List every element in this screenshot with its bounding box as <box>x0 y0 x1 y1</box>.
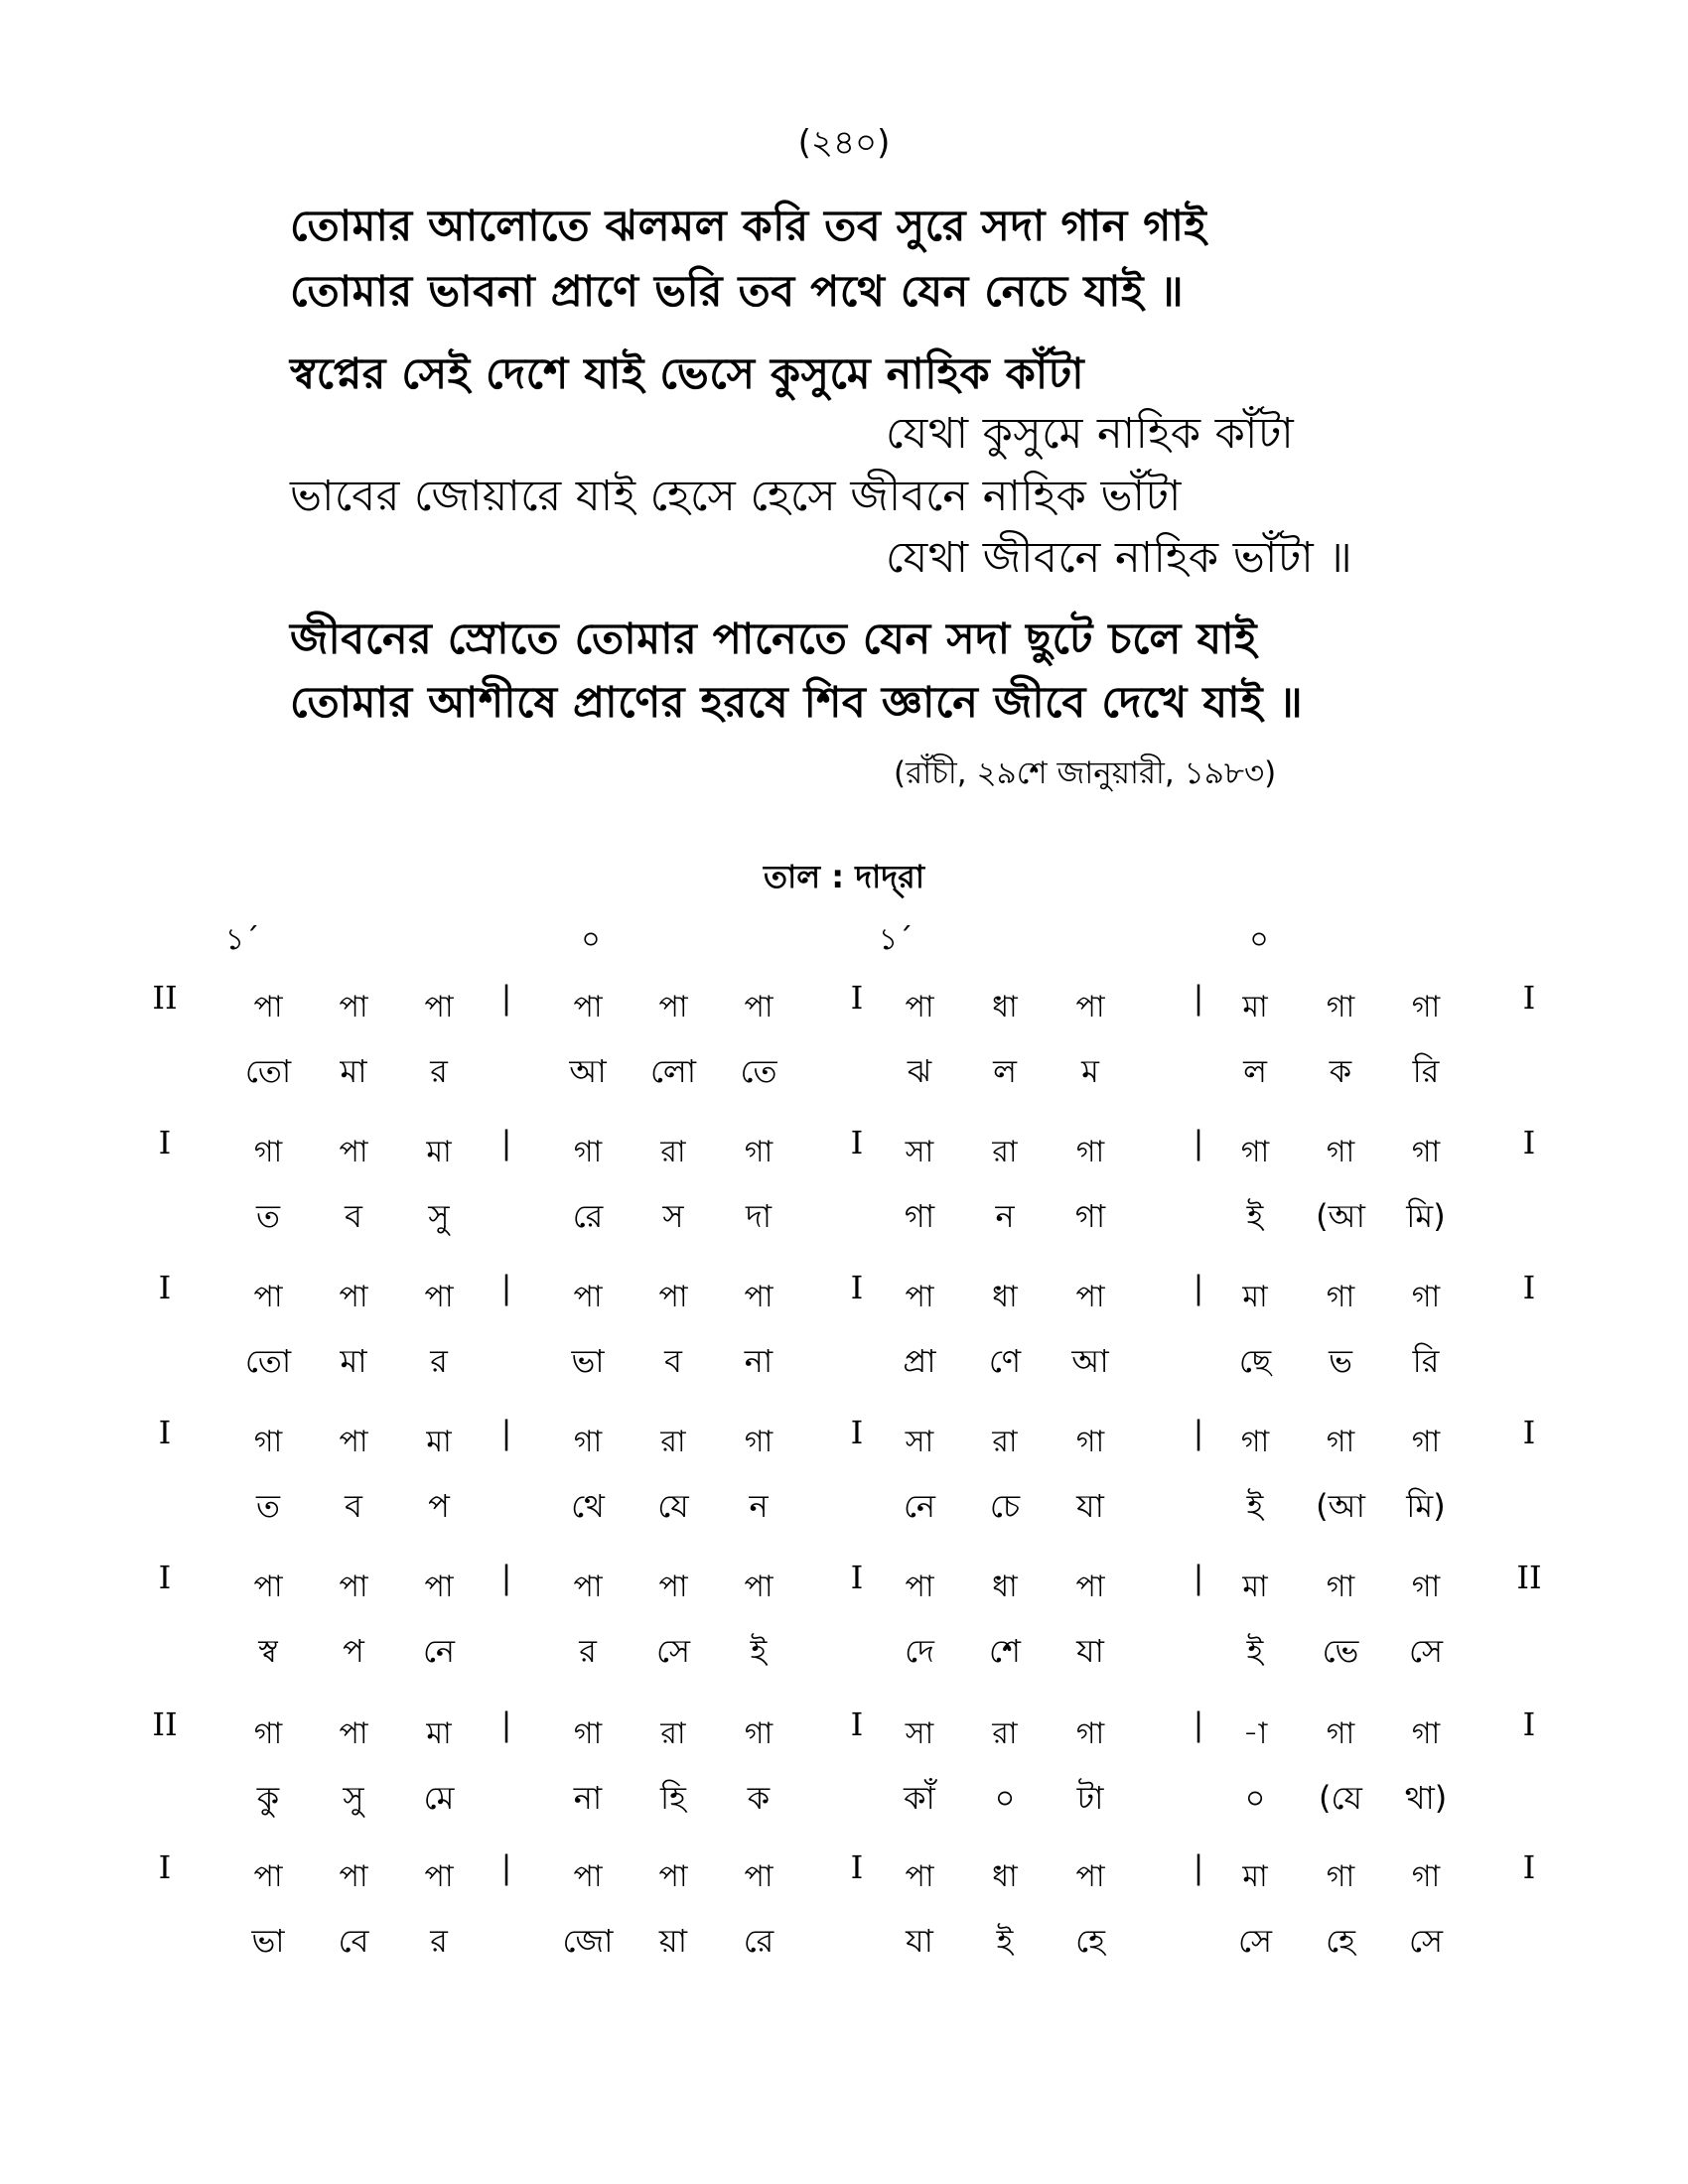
lyric-line: জীবনের স্রোতে তোমার পানেতে যেন সদা ছুটে চলে যাই <box>290 614 1257 664</box>
lyric-syllable: তো <box>244 1052 292 1090</box>
lyric-syllable: র <box>430 1922 448 1960</box>
lyric-syllable: ই <box>1246 1197 1264 1235</box>
swara-note: পা <box>339 990 368 1024</box>
lyric-syllable: শে <box>989 1632 1021 1670</box>
lyric-syllable: যা <box>1076 1632 1104 1670</box>
lyric-syllable: থে <box>571 1487 605 1525</box>
bar-line: | <box>1193 1269 1204 1306</box>
lyric-syllable: প <box>428 1487 450 1525</box>
swara-note: পা <box>424 990 454 1024</box>
swara-note: পা <box>658 1570 688 1604</box>
bar-line: | <box>500 1848 512 1886</box>
swara-note: গা <box>1411 1280 1441 1314</box>
lyric-syllable: স <box>662 1197 684 1235</box>
lyric-syllable: ই <box>750 1632 768 1670</box>
bar-line: II <box>1516 1559 1542 1596</box>
lyric-line: তোমার ভাবনা প্রাণে ভরি তব পথে যেন নেচে যাই ॥ <box>290 267 1185 317</box>
beat-marker: ১´ <box>224 922 260 957</box>
lyric-line: তোমার আশীষে প্রাণের হরষে শিব জ্ঞানে জীবে দেখে যাই ॥ <box>290 678 1304 728</box>
bar-line: I <box>158 1559 172 1596</box>
swara-note: পা <box>573 1570 603 1604</box>
swara-note: মা <box>426 1135 452 1169</box>
lyric-syllable: জো <box>562 1922 614 1960</box>
swara-note: মা <box>426 1716 452 1751</box>
lyric-syllable: ভা <box>571 1342 605 1380</box>
swara-note: গা <box>1326 1859 1355 1894</box>
swara-note: গা <box>1075 1135 1105 1169</box>
lyric-line: স্বপ্নের সেই দেশে যাই ভেসে কুসুমে নাহিক কাঁটা <box>290 349 1085 399</box>
swara-note: রা <box>660 1425 686 1459</box>
swara-note: -া <box>1242 1716 1268 1751</box>
bar-line: I <box>1522 1124 1536 1161</box>
lyric-syllable: র <box>430 1052 448 1090</box>
lyric-syllable: না <box>744 1342 774 1380</box>
swara-note: পা <box>905 1859 934 1894</box>
swara-note: গা <box>573 1135 603 1169</box>
lyric-syllable: গা <box>904 1197 935 1235</box>
swara-note: রা <box>660 1135 686 1169</box>
beat-marker: ১´ <box>878 922 914 957</box>
swara-note: গা <box>573 1425 603 1459</box>
lyric-syllable: নে <box>422 1632 456 1670</box>
swara-note: গা <box>1411 1859 1441 1894</box>
lyric-syllable: ই <box>1246 1487 1264 1525</box>
lyric-syllable: তো <box>244 1342 292 1380</box>
swara-note: সা <box>905 1135 934 1169</box>
bar-line: I <box>1522 1414 1536 1451</box>
swara-note: পা <box>744 1859 774 1894</box>
lyric-syllable: ০ <box>1244 1779 1266 1817</box>
lyric-syllable: প <box>343 1632 364 1670</box>
swara-note: গা <box>253 1716 283 1751</box>
swara-note: মা <box>1242 1570 1268 1604</box>
lyric-syllable: ক <box>1329 1052 1352 1090</box>
lyric-syllable: মা <box>340 1342 367 1380</box>
page-number: (২৪০) <box>797 123 891 163</box>
bar-line: II <box>152 1706 178 1743</box>
lyric-syllable: ভা <box>251 1922 285 1960</box>
swara-note: মা <box>426 1425 452 1459</box>
lyric-syllable: রে <box>743 1922 774 1960</box>
lyric-syllable: (আ <box>1316 1197 1365 1235</box>
swara-note: পা <box>744 990 774 1024</box>
lyric-syllable: ল <box>1243 1052 1267 1090</box>
lyric-syllable: হি <box>660 1779 686 1817</box>
swara-note: পা <box>658 990 688 1024</box>
bar-line: | <box>500 1269 512 1306</box>
swara-note: পা <box>339 1425 368 1459</box>
lyric-syllable: হে <box>1075 1922 1105 1960</box>
lyric-syllable: মা <box>340 1052 367 1090</box>
lyric-syllable: প্রা <box>903 1342 936 1380</box>
bar-line: | <box>500 979 512 1017</box>
lyric-syllable: ক <box>747 1779 771 1817</box>
lyric-syllable: ভ <box>1329 1342 1352 1380</box>
lyric-syllable: স্ব <box>258 1632 278 1670</box>
swara-note: ধা <box>992 1859 1018 1894</box>
bar-line: I <box>158 1124 172 1161</box>
swara-note: পা <box>1075 990 1105 1024</box>
beat-marker: ০ <box>581 922 601 957</box>
swara-note: গা <box>1411 1570 1441 1604</box>
swara-note: পা <box>744 1280 774 1314</box>
beat-marker: ০ <box>1249 922 1269 957</box>
swara-note: পা <box>253 1280 283 1314</box>
lyric-syllable: মি) <box>1406 1197 1446 1235</box>
lyric-syllable: ০ <box>994 1779 1016 1817</box>
swara-note: পা <box>424 1859 454 1894</box>
swara-note: গা <box>1326 1425 1355 1459</box>
swara-note: পা <box>424 1280 454 1314</box>
bar-line: | <box>500 1559 512 1596</box>
bar-line: | <box>1193 1559 1204 1596</box>
lyric-syllable: সু <box>428 1197 450 1235</box>
lyric-syllable: সে <box>1408 1922 1444 1960</box>
lyric-syllable: দা <box>745 1197 773 1235</box>
bar-line: | <box>1193 979 1204 1017</box>
lyric-syllable: ত <box>255 1197 280 1235</box>
swara-note: পা <box>339 1859 368 1894</box>
bar-line: | <box>1193 1706 1204 1743</box>
swara-note: গা <box>1411 1135 1441 1169</box>
lyric-syllable: ত <box>255 1487 280 1525</box>
swara-note: পা <box>658 1859 688 1894</box>
swara-note: ধা <box>992 1280 1018 1314</box>
swara-note: পা <box>339 1716 368 1751</box>
swara-note: পা <box>1075 1859 1105 1894</box>
swara-note: পা <box>905 1570 934 1604</box>
lyric-syllable: সে <box>1408 1632 1444 1670</box>
lyric-syllable: ছে <box>1238 1342 1272 1380</box>
lyric-syllable: যে <box>657 1487 689 1525</box>
bar-line: | <box>1193 1124 1204 1161</box>
lyric-syllable: বে <box>338 1922 369 1960</box>
bar-line: I <box>850 1706 864 1743</box>
swara-note: মা <box>1242 1859 1268 1894</box>
swara-note: পা <box>905 990 934 1024</box>
lyric-syllable: আ <box>1071 1342 1109 1380</box>
swara-note: পা <box>744 1570 774 1604</box>
swara-note: পা <box>253 1859 283 1894</box>
swara-note: পা <box>253 1570 283 1604</box>
bar-line: I <box>850 979 864 1017</box>
swara-note: পা <box>339 1570 368 1604</box>
lyric-syllable: য়া <box>658 1922 688 1960</box>
swara-note: মা <box>1242 1280 1268 1314</box>
bar-line: II <box>152 979 178 1017</box>
swara-note: গা <box>1240 1425 1270 1459</box>
swara-note: গা <box>1411 1425 1441 1459</box>
lyric-syllable: র <box>430 1342 448 1380</box>
swara-note: গা <box>744 1716 774 1751</box>
lyric-syllable: ল <box>993 1052 1017 1090</box>
swara-note: পা <box>424 1570 454 1604</box>
lyric-syllable: দে <box>905 1632 934 1670</box>
attribution: (রাঁচী, ২৯শে জানুয়ারী, ১৯৮৩) <box>894 755 1277 791</box>
lyric-syllable: লো <box>649 1052 697 1090</box>
tala-title: তাল : দাদ্‌রা <box>764 858 924 895</box>
lyric-syllable: নে <box>903 1487 936 1525</box>
bar-line: I <box>158 1848 172 1886</box>
lyric-syllable: কাঁ <box>904 1779 935 1817</box>
bar-line: I <box>850 1269 864 1306</box>
swara-note: পা <box>339 1135 368 1169</box>
swara-note: সা <box>905 1716 934 1751</box>
lyric-line: যেথা কুসুমে নাহিক কাঁটা <box>886 409 1295 459</box>
lyric-syllable: ঝ <box>907 1052 932 1090</box>
lyric-syllable: রি <box>1412 1342 1440 1380</box>
lyric-syllable: র <box>579 1632 597 1670</box>
lyric-syllable: ব <box>345 1487 362 1525</box>
bar-line: I <box>850 1124 864 1161</box>
lyric-line: যেথা জীবনে নাহিক ভাঁটা ॥ <box>886 533 1353 583</box>
lyric-syllable: সে <box>655 1632 691 1670</box>
lyric-syllable: (যে <box>1319 1779 1362 1817</box>
lyric-syllable: তে <box>740 1052 777 1090</box>
swara-note: ধা <box>992 990 1018 1024</box>
lyric-syllable: ন <box>749 1487 769 1525</box>
swara-note: গা <box>1326 1280 1355 1314</box>
swara-note: পা <box>339 1280 368 1314</box>
bar-line: | <box>500 1706 512 1743</box>
lyric-syllable: ব <box>345 1197 362 1235</box>
bar-line: I <box>850 1848 864 1886</box>
bar-line: | <box>500 1124 512 1161</box>
swara-note: গা <box>1411 1716 1441 1751</box>
swara-note: পা <box>658 1280 688 1314</box>
lyric-syllable: গা <box>1074 1197 1106 1235</box>
lyric-syllable: সে <box>1237 1922 1273 1960</box>
swara-note: গা <box>253 1425 283 1459</box>
swara-note: রা <box>660 1716 686 1751</box>
swara-note: গা <box>253 1135 283 1169</box>
swara-note: রা <box>992 1135 1018 1169</box>
lyric-syllable: হে <box>1326 1922 1355 1960</box>
lyric-syllable: আ <box>569 1052 607 1090</box>
lyric-syllable: থা) <box>1404 1779 1448 1817</box>
bar-line: I <box>1522 1848 1536 1886</box>
swara-note: গা <box>1075 1425 1105 1459</box>
swara-note: পা <box>573 1859 603 1894</box>
lyric-syllable: মি) <box>1406 1487 1446 1525</box>
swara-note: গা <box>744 1135 774 1169</box>
lyric-syllable: রি <box>1412 1052 1440 1090</box>
bar-line: I <box>158 1269 172 1306</box>
swara-note: পা <box>1075 1280 1105 1314</box>
swara-note: রা <box>992 1425 1018 1459</box>
lyric-syllable: রে <box>572 1197 604 1235</box>
lyric-syllable: ন <box>995 1197 1015 1235</box>
lyric-syllable: ব <box>664 1342 682 1380</box>
bar-line: I <box>850 1559 864 1596</box>
swara-note: পা <box>905 1280 934 1314</box>
swara-note: গা <box>1326 1716 1355 1751</box>
swara-note: গা <box>744 1425 774 1459</box>
lyric-syllable: যা <box>1076 1487 1104 1525</box>
lyric-syllable: যা <box>906 1922 933 1960</box>
swara-note: গা <box>1240 1135 1270 1169</box>
lyric-syllable: চে <box>989 1487 1021 1525</box>
swara-note: গা <box>1326 990 1355 1024</box>
bar-line: I <box>1522 979 1536 1017</box>
swara-note: গা <box>1326 1570 1355 1604</box>
swara-note: ধা <box>992 1570 1018 1604</box>
swara-note: রা <box>992 1716 1018 1751</box>
bar-line: I <box>1522 1269 1536 1306</box>
swara-note: গা <box>573 1716 603 1751</box>
lyric-syllable: টা <box>1076 1779 1104 1817</box>
swara-note: সা <box>905 1425 934 1459</box>
lyric-syllable: (আ <box>1316 1487 1365 1525</box>
swara-note: গা <box>1326 1135 1355 1169</box>
swara-note: পা <box>573 1280 603 1314</box>
bar-line: I <box>850 1414 864 1451</box>
swara-note: পা <box>573 990 603 1024</box>
bar-line: | <box>1193 1414 1204 1451</box>
lyric-syllable: ভে <box>1322 1632 1359 1670</box>
swara-note: মা <box>1242 990 1268 1024</box>
lyric-line: ভাবের জোয়ারে যাই হেসে হেসে জীবনে নাহিক ভাঁটা <box>290 472 1182 521</box>
swara-note: গা <box>1075 1716 1105 1751</box>
swara-note: গা <box>1411 990 1441 1024</box>
lyric-syllable: ই <box>1246 1632 1264 1670</box>
lyric-syllable: ণে <box>988 1342 1022 1380</box>
bar-line: I <box>1522 1706 1536 1743</box>
bar-line: | <box>1193 1848 1204 1886</box>
swara-note: পা <box>1075 1570 1105 1604</box>
lyric-syllable: মে <box>423 1779 455 1817</box>
bar-line: | <box>500 1414 512 1451</box>
lyric-syllable: কু <box>256 1779 280 1817</box>
lyric-syllable: না <box>573 1779 603 1817</box>
lyric-syllable: ম <box>1081 1052 1099 1090</box>
lyric-syllable: ই <box>996 1922 1014 1960</box>
lyric-line: তোমার আলোতে ঝলমল করি তব সুরে সদা গান গাই <box>290 202 1207 251</box>
swara-note: পা <box>253 990 283 1024</box>
lyric-syllable: সু <box>343 1779 364 1817</box>
bar-line: I <box>158 1414 172 1451</box>
